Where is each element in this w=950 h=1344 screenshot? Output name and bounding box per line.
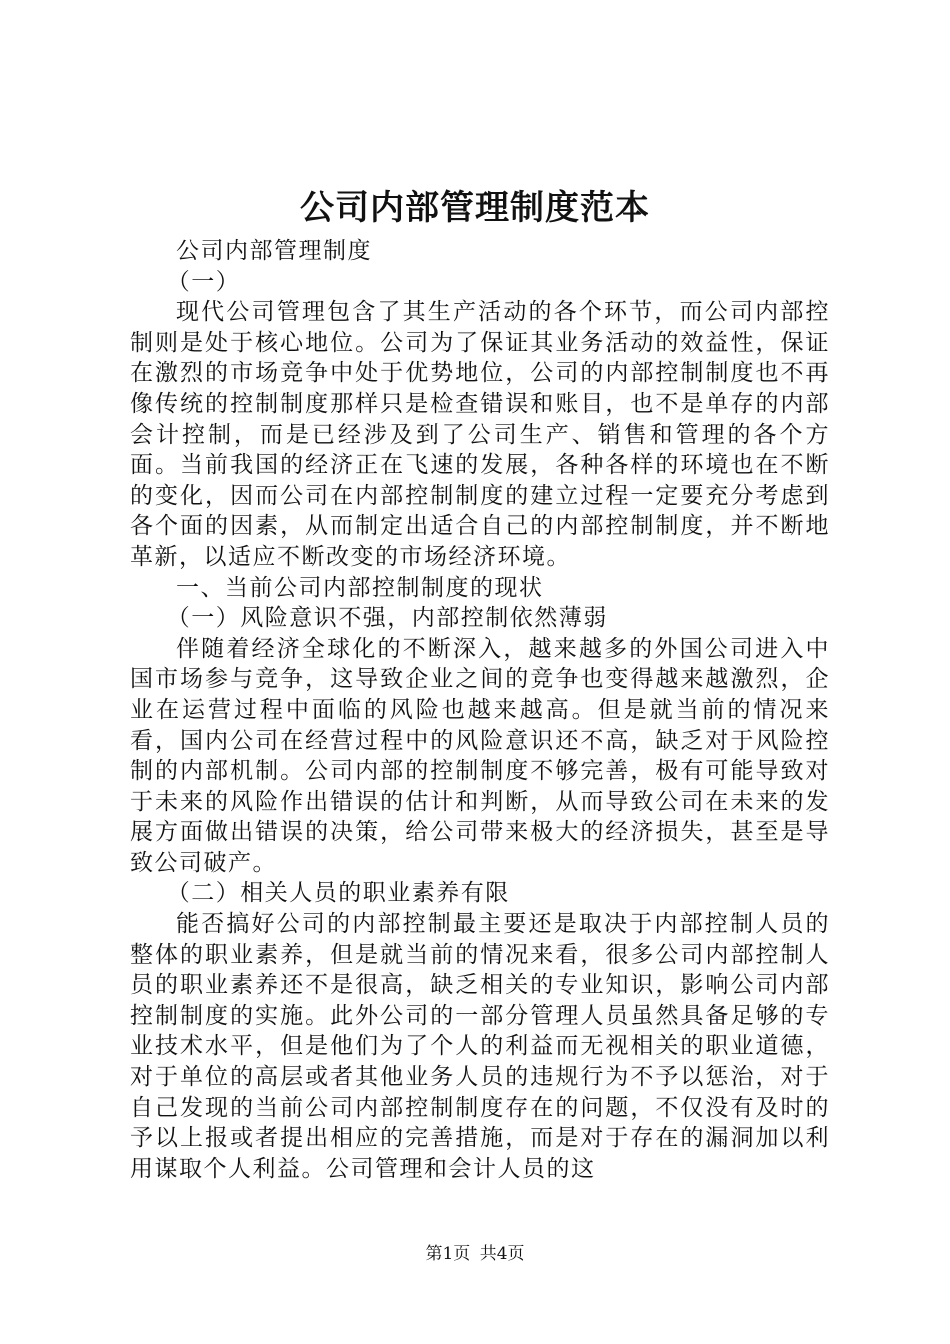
page-number: 第1页 bbox=[425, 1244, 471, 1264]
section-heading-1: 一、当前公司内部控制制度的现状 bbox=[176, 574, 544, 601]
paragraph-section-number: （一） bbox=[166, 268, 241, 295]
paragraph-subtitle: 公司内部管理制度 bbox=[176, 238, 372, 264]
document-title: 公司内部管理制度范本 bbox=[300, 188, 650, 228]
page-footer bbox=[0, 1242, 950, 1266]
page-total: 共4页 bbox=[479, 1244, 525, 1264]
subsection-heading-1: （一）风险意识不强，内部控制依然薄弱 bbox=[166, 605, 608, 632]
paragraph-risk: 伴随着经济全球化的不断深入，越来越多的外国公司进入中国市场参与竞争，这导致企业之间的竞争也变得越来越激烈，企业在运营过程中面临的风险也越来越高。但是就当前的情况来看，国内公司在经营过程中的风险意识还不高，缺乏对于风险控制的内部机制。公司内部的控制制度不够完善，极有可能导致对于未来的风险作出错误的估计和判断，从而导致公司在未来的发展方面做出错误的决策，给公司带来极大的经济损失，甚至是导致公司破产。 bbox=[130, 635, 830, 876]
paragraph-intro: 现代公司管理包含了其生产活动的各个环节，而公司内部控制则是处于核心地位。公司为了保证其业务活动的效益性，保证在激烈的市场竞争中处于优势地位，公司的内部控制制度也不再像传统的控制制度那样只是检查错误和账目，也不是单存的内部会计控制，而是已经涉及到了公司生产、销售和管理的各个方面。当前我国的经济正在飞速的发展，各种各样的环境也在不断的变化，因而公司在内部控制制度的建立过程一定要充分考虑到各个面的因素，从而制定出适合自己的内部控制制度，并不断地革新，以适应不断改变的市场经济环境。 bbox=[130, 299, 830, 570]
paragraph-staff: 能否搞好公司的内部控制最主要还是取决于内部控制人员的整体的职业素养，但是就当前的情况来看，很多公司内部控制人员的职业素养还不是很高，缺乏相关的专业知识，影响公司内部控制制度的实施。此外公司的一部分管理人员虽然具备足够的专业技术水平，但是他们为了个人的利益而无视相关的职业道德，对于单位的高层或者其他业务人员的违规行为不予以惩治，对于自己发现的当前公司内部控制制度存在的问题，不仅没有及时的予以上报或者提出相应的完善措施，而是对于存在的漏洞加以利用谋取个人利益。公司管理和会计人员的这 bbox=[130, 911, 830, 1182]
document-body bbox=[130, 236, 830, 1184]
subsection-heading-2: （二）相关人员的职业素养有限 bbox=[166, 880, 510, 907]
